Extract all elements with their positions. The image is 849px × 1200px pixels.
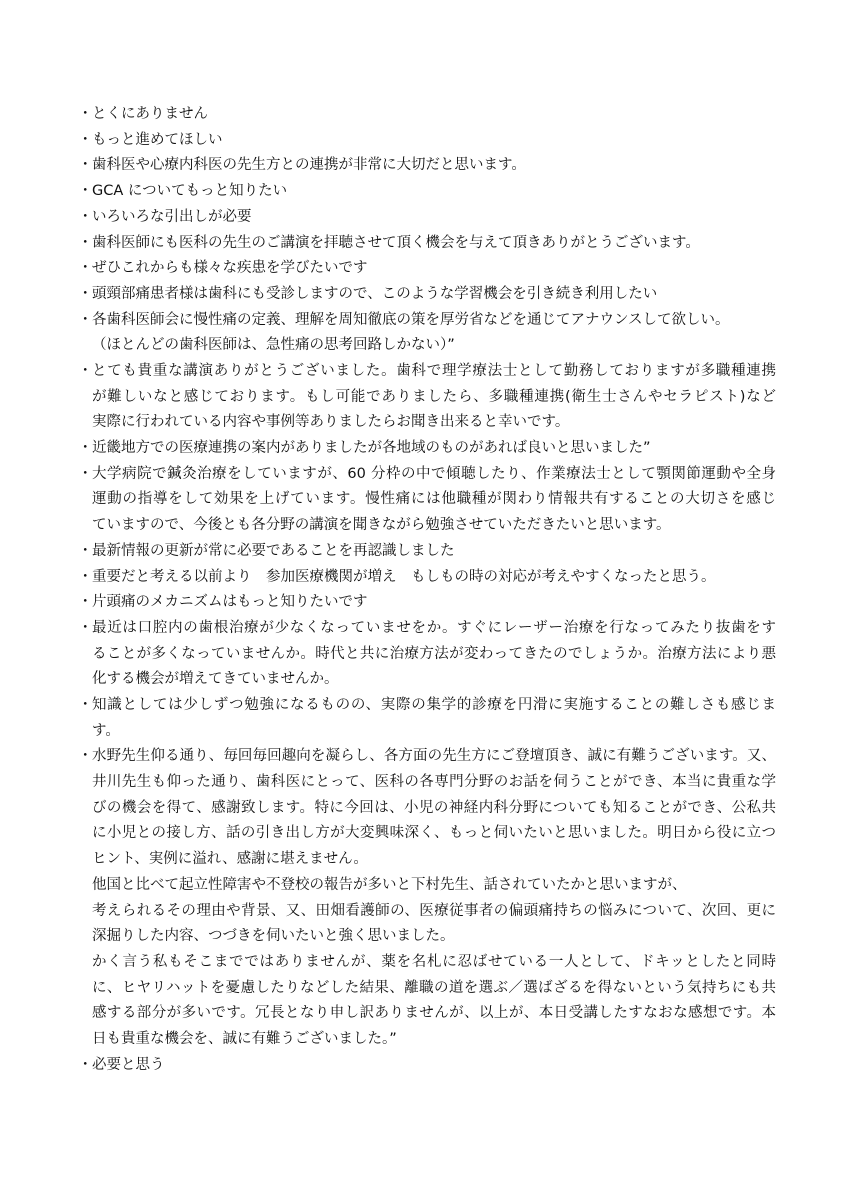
feedback-item bbox=[78, 359, 849, 436]
feedback-item bbox=[78, 616, 849, 693]
bullet: ・ bbox=[78, 260, 93, 277]
item-line: 考えられるその理由や背景、又、田畑看護師の、医療従事者の偏頭痛持ちの悩みについて、次回、更に bbox=[92, 902, 776, 919]
feedback-item bbox=[78, 436, 849, 462]
bullet: ・ bbox=[78, 157, 93, 174]
feedback-item bbox=[78, 744, 849, 1052]
item-line: とくにありません bbox=[92, 106, 208, 122]
item-line: 歯科医師にも医科の先生のご講演を拝聴させて頂く機会を与えて頂きありがとうございます。 bbox=[92, 234, 700, 251]
item-body bbox=[92, 359, 776, 436]
feedback-item bbox=[78, 282, 849, 308]
item-body bbox=[92, 308, 776, 359]
item-line: ぜひこれからも様々な疾患を学びたいです bbox=[92, 260, 368, 277]
feedback-item bbox=[78, 128, 849, 154]
item-body bbox=[92, 590, 776, 616]
item-line: 重要だと考える以前より 参加医療機関が増え もしもの時の対応が考えやすくなったと思う。 bbox=[92, 568, 716, 585]
bullet: ・ bbox=[78, 542, 93, 559]
item-body bbox=[92, 153, 776, 179]
item-body bbox=[92, 282, 776, 308]
item-line: 化する機会が増えてきていませんか。 bbox=[92, 671, 339, 688]
bullet: ・ bbox=[78, 234, 93, 251]
bullet: ・ bbox=[78, 748, 93, 765]
item-line: 必要と思う bbox=[92, 1056, 165, 1073]
item-body bbox=[92, 462, 776, 539]
item-line: 片頭痛のメカニズムはもっと知りたいです bbox=[92, 594, 368, 611]
item-body bbox=[92, 565, 776, 591]
item-line: に、ヒヤリハットを憂慮したりなどした結果、離職の道を選ぶ／選ばざるを得ないという気持ちにも共 bbox=[92, 979, 776, 996]
item-body bbox=[92, 436, 776, 462]
item-line: 大学病院で鍼灸治療をしていますが、60 分枠の中で傾聴したり、作業療法士として顎関節運動や全身 bbox=[92, 465, 776, 482]
feedback-item bbox=[78, 153, 849, 179]
item-body bbox=[92, 205, 776, 231]
item-line: 各歯科医師会に慢性痛の定義、理解を周知徹底の策を厚労省などを通じてアナウンスして欲しい。 bbox=[92, 311, 730, 328]
feedback-item bbox=[78, 462, 849, 539]
bullet: ・ bbox=[78, 311, 93, 328]
feedback-item bbox=[78, 590, 849, 616]
bullet: ・ bbox=[78, 697, 93, 713]
item-body bbox=[92, 539, 776, 565]
item-line: 感する部分が多いです。冗長となり申し訳ありませんが、以上が、本日受講したすなおな感想です。本 bbox=[92, 1005, 776, 1022]
item-line: 水野先生仰る通り、毎回毎回趣向を凝らし、各方面の先生方にご登壇頂き、誠に有難うございます。又、 bbox=[92, 748, 776, 765]
bullet: ・ bbox=[78, 594, 93, 611]
item-line: 日も貴重な機会を、誠に有難うございました。” bbox=[92, 1030, 397, 1047]
item-line: ていますので、今後とも各分野の講演を聞きながら勉強させていただきたいと思います。 bbox=[92, 517, 671, 534]
item-line: びの機会を得て、感謝致します。特に今回は、小児の神経内科分野についても知ることができ、公私共 bbox=[92, 799, 776, 816]
item-body bbox=[92, 1053, 776, 1079]
feedback-item bbox=[78, 693, 849, 744]
item-line: とても貴重な講演ありがとうございました。歯科で理学療法士として勤務しておりますが多職種連携 bbox=[92, 363, 776, 379]
item-body bbox=[92, 231, 776, 257]
item-line: （ほとんどの歯科医師は、急性痛の思考回路しかない）” bbox=[92, 337, 455, 354]
bullet: ・ bbox=[78, 183, 93, 200]
feedback-item bbox=[78, 205, 849, 231]
bullet: ・ bbox=[78, 465, 93, 482]
item-line: もっと進めてほしい bbox=[92, 131, 223, 148]
feedback-item bbox=[78, 231, 849, 257]
item-line: が難しいなと感じております。もし可能でありましたら、多職種連携(衛生士さんやセラピスト)など bbox=[92, 388, 776, 405]
item-line: 頭頸部痛患者様は歯科にも受診しますので、このような学習機会を引き続き利用したい bbox=[92, 285, 658, 302]
item-line: に小児との接し方、話の引き出し方が大変興味深く、もっと伺いたいと思いました。明日から役に立つ bbox=[92, 825, 776, 842]
item-line: 近畿地方での医療連携の案内がありましたが各地域のものがあれば良いと思いました” bbox=[92, 440, 651, 457]
item-line: 歯科医や心療内科医の先生方との連携が非常に大切だと思います。 bbox=[92, 157, 526, 174]
item-line: 深掘りした内容、つづきを伺いたいと強く思いました。 bbox=[92, 928, 455, 945]
item-line: いろいろな引出しが必要 bbox=[92, 208, 252, 225]
feedback-item bbox=[78, 256, 849, 282]
bullet: ・ bbox=[78, 568, 93, 585]
item-line: す。 bbox=[92, 722, 120, 739]
bullet: ・ bbox=[78, 1056, 93, 1073]
item-line: GCA についてもっと知りたい bbox=[92, 183, 288, 200]
item-body bbox=[92, 102, 776, 128]
feedback-item bbox=[78, 565, 849, 591]
item-line: 井川先生も仰った通り、歯科医にとって、医科の各専門分野のお話を伺うことができ、本当に貴重な学 bbox=[92, 774, 776, 791]
item-body bbox=[92, 179, 776, 205]
bullet: ・ bbox=[78, 106, 93, 122]
item-line: 実際に行われている内容や事例等ありましたらお聞き出来ると幸いです。 bbox=[92, 414, 570, 431]
bullet: ・ bbox=[78, 285, 93, 302]
item-line: 最新情報の更新が常に必要であることを再認識しました bbox=[92, 542, 455, 559]
item-body bbox=[92, 128, 776, 154]
bullet: ・ bbox=[78, 363, 93, 379]
item-line: 最近は口腔内の歯根治療が少なくなっていませをか。すぐにレーザー治療を行なってみたり抜歯をす bbox=[92, 619, 776, 636]
bullet: ・ bbox=[78, 131, 93, 148]
item-body bbox=[92, 256, 776, 282]
feedback-item bbox=[78, 1053, 849, 1079]
bullet: ・ bbox=[78, 208, 93, 225]
feedback-item bbox=[78, 308, 849, 359]
item-line: 知識としては少しずつ勉強になるものの、実際の集学的診療を円滑に実施することの難しさも感じま bbox=[92, 697, 776, 713]
item-line: 他国と比べて起立性障害や不登校の報告が多いと下村先生、話されていたかと思いますが、 bbox=[92, 876, 687, 893]
feedback-item bbox=[78, 179, 849, 205]
feedback-item bbox=[78, 102, 849, 128]
item-line: ヒント、実例に溢れ、感謝に堪えません。 bbox=[92, 851, 368, 868]
item-body bbox=[92, 616, 776, 693]
item-line: かく言う私もそこまでではありませんが、薬を名札に忍ばせている一人として、ドキッとしたと同時 bbox=[92, 953, 776, 970]
bullet: ・ bbox=[78, 440, 93, 457]
feedback-item bbox=[78, 539, 849, 565]
item-line: ることが多くなっていませんか。時代と共に治療方法が変わってきたのでしょうか。治療方法により悪 bbox=[92, 645, 776, 662]
item-body bbox=[92, 744, 776, 1052]
bullet: ・ bbox=[78, 619, 93, 636]
item-body bbox=[92, 693, 776, 744]
item-line: 運動の指導をして効果を上げています。慢性痛には他職種が関わり情報共有することの大切さを感じ bbox=[92, 491, 776, 508]
